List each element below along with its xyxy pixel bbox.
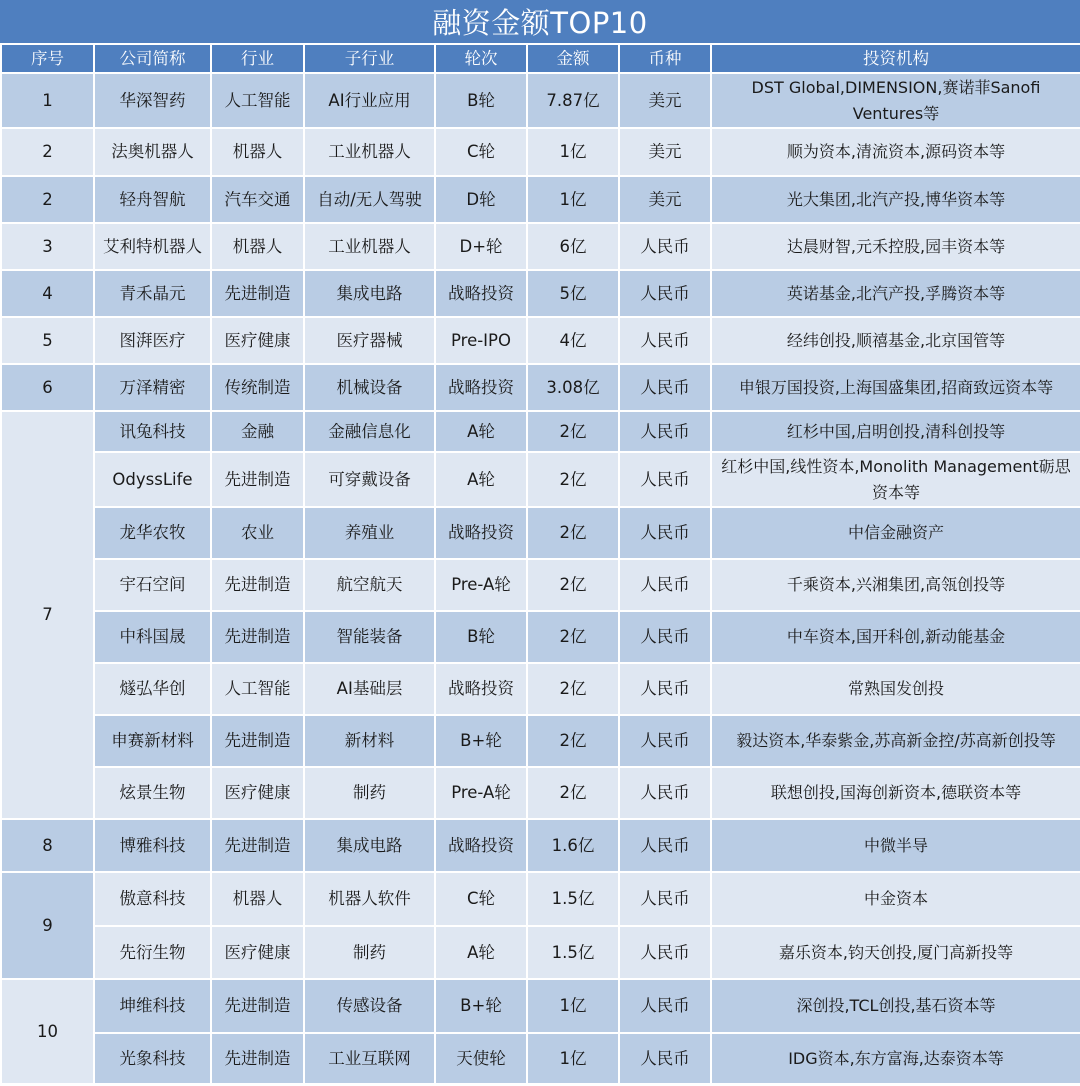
table-row xyxy=(1,926,1080,979)
cell-currency: 人民币 xyxy=(619,979,711,1033)
cell-amount: 1.6亿 xyxy=(527,819,619,872)
cell-industry: 先进制造 xyxy=(211,452,304,507)
cell-amount: 2亿 xyxy=(527,507,619,559)
header-currency: 币种 xyxy=(619,44,711,73)
cell-amount: 1.5亿 xyxy=(527,872,619,926)
cell-round: A轮 xyxy=(435,452,527,507)
cell-rank: 1 xyxy=(1,73,94,128)
cell-company: 华深智药 xyxy=(94,73,211,128)
table-row xyxy=(1,452,1080,507)
cell-investors: 申银万国投资,上海国盛集团,招商致远资本等 xyxy=(711,364,1080,411)
cell-round: C轮 xyxy=(435,872,527,926)
cell-company: 坤维科技 xyxy=(94,979,211,1033)
cell-sub-industry: 金融信息化 xyxy=(304,411,435,452)
cell-investors: 光大集团,北汽产投,博华资本等 xyxy=(711,176,1080,223)
cell-industry: 传统制造 xyxy=(211,364,304,411)
cell-investors: 达晨财智,元禾控股,园丰资本等 xyxy=(711,223,1080,270)
cell-investors: 毅达资本,华泰紫金,苏高新金控/苏高新创投等 xyxy=(711,715,1080,767)
cell-amount: 6亿 xyxy=(527,223,619,270)
cell-industry: 先进制造 xyxy=(211,979,304,1033)
cell-currency: 人民币 xyxy=(619,223,711,270)
cell-rank: 7 xyxy=(1,411,94,819)
cell-currency: 人民币 xyxy=(619,663,711,715)
cell-currency: 人民币 xyxy=(619,715,711,767)
cell-company: 申赛新材料 xyxy=(94,715,211,767)
cell-round: 战略投资 xyxy=(435,819,527,872)
cell-currency: 人民币 xyxy=(619,926,711,979)
cell-industry: 先进制造 xyxy=(211,270,304,317)
cell-sub-industry: 集成电路 xyxy=(304,819,435,872)
cell-investors: 深创投,TCL创投,基石资本等 xyxy=(711,979,1080,1033)
cell-sub-industry: 工业机器人 xyxy=(304,223,435,270)
cell-currency: 美元 xyxy=(619,73,711,128)
table-row xyxy=(1,73,1080,128)
table-row xyxy=(1,872,1080,926)
header-amount: 金额 xyxy=(527,44,619,73)
cell-sub-industry: 可穿戴设备 xyxy=(304,452,435,507)
cell-industry: 人工智能 xyxy=(211,73,304,128)
cell-sub-industry: 养殖业 xyxy=(304,507,435,559)
table-row xyxy=(1,715,1080,767)
table-row xyxy=(1,128,1080,176)
cell-company: 傲意科技 xyxy=(94,872,211,926)
cell-industry: 先进制造 xyxy=(211,559,304,611)
table-title: 融资金额TOP10 xyxy=(0,0,1080,43)
table-row xyxy=(1,223,1080,270)
cell-sub-industry: 工业互联网 xyxy=(304,1033,435,1084)
cell-amount: 1亿 xyxy=(527,176,619,223)
cell-investors: 顺为资本,清流资本,源码资本等 xyxy=(711,128,1080,176)
cell-amount: 2亿 xyxy=(527,559,619,611)
cell-company: 图湃医疗 xyxy=(94,317,211,364)
header-row xyxy=(1,44,1080,73)
cell-sub-industry: 机械设备 xyxy=(304,364,435,411)
cell-amount: 2亿 xyxy=(527,663,619,715)
table-row xyxy=(1,507,1080,559)
cell-currency: 人民币 xyxy=(619,452,711,507)
cell-industry: 人工智能 xyxy=(211,663,304,715)
table-row xyxy=(1,1033,1080,1084)
cell-investors: 红杉中国,启明创投,清科创投等 xyxy=(711,411,1080,452)
cell-amount: 2亿 xyxy=(527,715,619,767)
cell-round: A轮 xyxy=(435,926,527,979)
cell-currency: 人民币 xyxy=(619,270,711,317)
cell-amount: 1亿 xyxy=(527,1033,619,1084)
cell-currency: 人民币 xyxy=(619,317,711,364)
cell-amount: 1.5亿 xyxy=(527,926,619,979)
cell-round: B轮 xyxy=(435,73,527,128)
cell-investors: 英诺基金,北汽产投,孚腾资本等 xyxy=(711,270,1080,317)
cell-rank: 9 xyxy=(1,872,94,979)
cell-amount: 2亿 xyxy=(527,411,619,452)
header-investors: 投资机构 xyxy=(711,44,1080,73)
cell-investors: 中金资本 xyxy=(711,872,1080,926)
cell-rank: 2 xyxy=(1,128,94,176)
cell-company: 先衍生物 xyxy=(94,926,211,979)
cell-investors: 嘉乐资本,钧天创投,厦门高新投等 xyxy=(711,926,1080,979)
header-round: 轮次 xyxy=(435,44,527,73)
cell-company: 光象科技 xyxy=(94,1033,211,1084)
table-row xyxy=(1,411,1080,452)
cell-round: B轮 xyxy=(435,611,527,663)
funding-table xyxy=(0,43,1080,1085)
cell-industry: 机器人 xyxy=(211,223,304,270)
cell-rank: 8 xyxy=(1,819,94,872)
cell-company: 万泽精密 xyxy=(94,364,211,411)
cell-company: 法奥机器人 xyxy=(94,128,211,176)
cell-round: 战略投资 xyxy=(435,507,527,559)
cell-sub-industry: 制药 xyxy=(304,767,435,819)
cell-rank: 4 xyxy=(1,270,94,317)
cell-sub-industry: 集成电路 xyxy=(304,270,435,317)
cell-investors: 中信金融资产 xyxy=(711,507,1080,559)
cell-amount: 5亿 xyxy=(527,270,619,317)
cell-amount: 2亿 xyxy=(527,452,619,507)
cell-currency: 人民币 xyxy=(619,819,711,872)
cell-currency: 人民币 xyxy=(619,1033,711,1084)
cell-sub-industry: 智能装备 xyxy=(304,611,435,663)
cell-amount: 1亿 xyxy=(527,128,619,176)
cell-rank: 5 xyxy=(1,317,94,364)
cell-industry: 农业 xyxy=(211,507,304,559)
header-rank: 序号 xyxy=(1,44,94,73)
cell-rank: 10 xyxy=(1,979,94,1084)
cell-round: D轮 xyxy=(435,176,527,223)
cell-sub-industry: 传感设备 xyxy=(304,979,435,1033)
header-industry: 行业 xyxy=(211,44,304,73)
cell-industry: 先进制造 xyxy=(211,611,304,663)
table-row xyxy=(1,270,1080,317)
cell-sub-industry: 新材料 xyxy=(304,715,435,767)
table-row xyxy=(1,317,1080,364)
cell-sub-industry: 自动/无人驾驶 xyxy=(304,176,435,223)
cell-round: 战略投资 xyxy=(435,663,527,715)
cell-round: B+轮 xyxy=(435,715,527,767)
cell-industry: 医疗健康 xyxy=(211,317,304,364)
cell-company: 燧弘华创 xyxy=(94,663,211,715)
cell-amount: 2亿 xyxy=(527,611,619,663)
cell-round: Pre-A轮 xyxy=(435,559,527,611)
cell-company: 轻舟智航 xyxy=(94,176,211,223)
cell-round: Pre-IPO xyxy=(435,317,527,364)
table-row xyxy=(1,364,1080,411)
cell-round: 天使轮 xyxy=(435,1033,527,1084)
cell-round: Pre-A轮 xyxy=(435,767,527,819)
table-row xyxy=(1,663,1080,715)
cell-sub-industry: AI基础层 xyxy=(304,663,435,715)
cell-currency: 人民币 xyxy=(619,611,711,663)
cell-industry: 医疗健康 xyxy=(211,926,304,979)
cell-rank: 3 xyxy=(1,223,94,270)
cell-amount: 4亿 xyxy=(527,317,619,364)
table-row xyxy=(1,559,1080,611)
cell-amount: 7.87亿 xyxy=(527,73,619,128)
cell-investors: IDG资本,东方富海,达泰资本等 xyxy=(711,1033,1080,1084)
cell-investors: 红杉中国,线性资本,Monolith Management砺思资本等 xyxy=(711,452,1080,507)
cell-investors: 千乘资本,兴湘集团,高瓴创投等 xyxy=(711,559,1080,611)
cell-investors: DST Global,DIMENSION,赛诺菲Sanofi Ventures等 xyxy=(711,73,1080,128)
table-row xyxy=(1,176,1080,223)
cell-sub-industry: 机器人软件 xyxy=(304,872,435,926)
cell-sub-industry: 制药 xyxy=(304,926,435,979)
table-row xyxy=(1,979,1080,1033)
cell-industry: 医疗健康 xyxy=(211,767,304,819)
cell-amount: 2亿 xyxy=(527,767,619,819)
cell-company: 龙华农牧 xyxy=(94,507,211,559)
table-row xyxy=(1,611,1080,663)
cell-sub-industry: 工业机器人 xyxy=(304,128,435,176)
cell-currency: 人民币 xyxy=(619,559,711,611)
cell-company: OdyssLife xyxy=(94,452,211,507)
cell-round: 战略投资 xyxy=(435,270,527,317)
cell-company: 中科国晟 xyxy=(94,611,211,663)
cell-round: 战略投资 xyxy=(435,364,527,411)
header-sub-industry: 子行业 xyxy=(304,44,435,73)
cell-currency: 美元 xyxy=(619,176,711,223)
cell-industry: 先进制造 xyxy=(211,1033,304,1084)
cell-investors: 常熟国发创投 xyxy=(711,663,1080,715)
cell-currency: 美元 xyxy=(619,128,711,176)
cell-currency: 人民币 xyxy=(619,364,711,411)
cell-industry: 机器人 xyxy=(211,872,304,926)
table-row xyxy=(1,767,1080,819)
cell-industry: 机器人 xyxy=(211,128,304,176)
cell-investors: 联想创投,国海创新资本,德联资本等 xyxy=(711,767,1080,819)
cell-investors: 中微半导 xyxy=(711,819,1080,872)
cell-company: 艾利特机器人 xyxy=(94,223,211,270)
cell-round: A轮 xyxy=(435,411,527,452)
cell-industry: 汽车交通 xyxy=(211,176,304,223)
cell-industry: 先进制造 xyxy=(211,819,304,872)
cell-sub-industry: 航空航天 xyxy=(304,559,435,611)
cell-industry: 先进制造 xyxy=(211,715,304,767)
cell-currency: 人民币 xyxy=(619,507,711,559)
header-company: 公司简称 xyxy=(94,44,211,73)
cell-amount: 3.08亿 xyxy=(527,364,619,411)
cell-investors: 经纬创投,顺禧基金,北京国管等 xyxy=(711,317,1080,364)
cell-round: B+轮 xyxy=(435,979,527,1033)
cell-rank: 2 xyxy=(1,176,94,223)
cell-round: D+轮 xyxy=(435,223,527,270)
cell-company: 青禾晶元 xyxy=(94,270,211,317)
cell-amount: 1亿 xyxy=(527,979,619,1033)
cell-rank: 6 xyxy=(1,364,94,411)
cell-sub-industry: AI行业应用 xyxy=(304,73,435,128)
cell-industry: 金融 xyxy=(211,411,304,452)
cell-company: 博雅科技 xyxy=(94,819,211,872)
cell-sub-industry: 医疗器械 xyxy=(304,317,435,364)
cell-currency: 人民币 xyxy=(619,767,711,819)
cell-investors: 中车资本,国开科创,新动能基金 xyxy=(711,611,1080,663)
cell-company: 讯兔科技 xyxy=(94,411,211,452)
cell-currency: 人民币 xyxy=(619,411,711,452)
cell-currency: 人民币 xyxy=(619,872,711,926)
cell-company: 宇石空间 xyxy=(94,559,211,611)
cell-company: 炫景生物 xyxy=(94,767,211,819)
cell-round: C轮 xyxy=(435,128,527,176)
table-row xyxy=(1,819,1080,872)
